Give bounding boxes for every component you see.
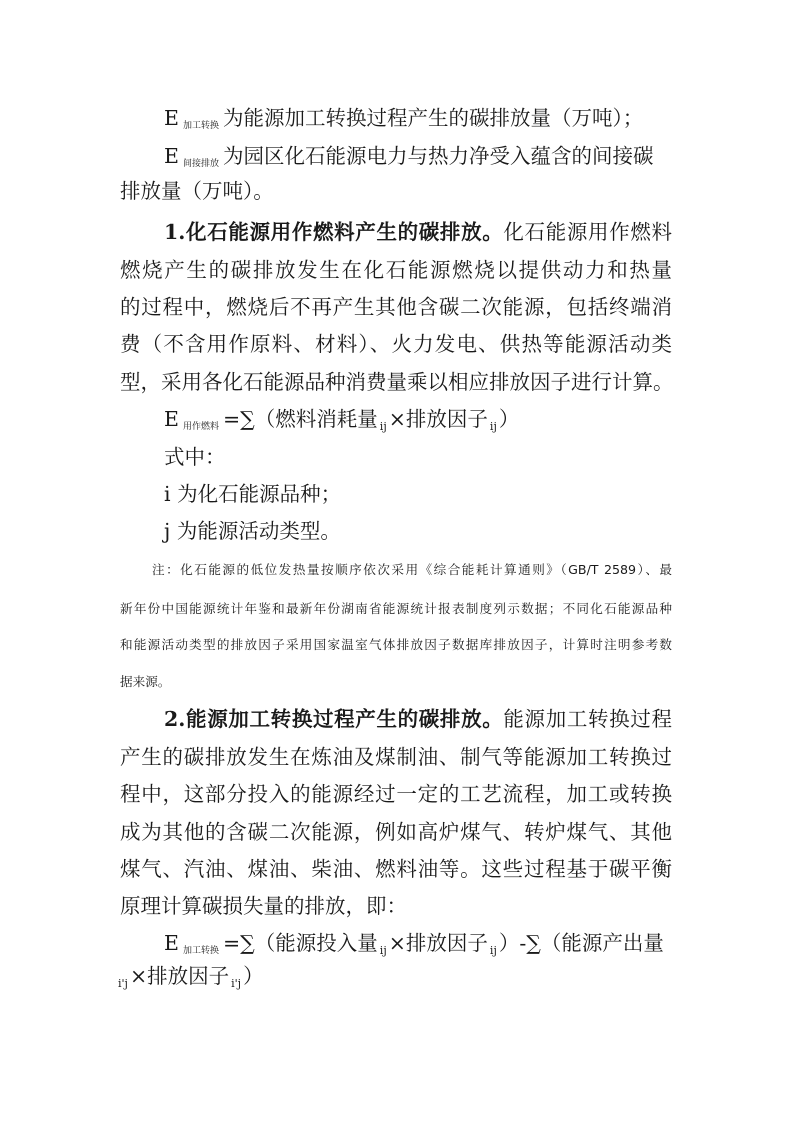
subscript: 加工转换: [182, 946, 219, 956]
formula-processing: [164, 929, 664, 962]
paragraph-line: 型，采用各化石能源品种消费量乘以相应排放因子进行计算。: [120, 370, 674, 394]
index-ij: ij: [489, 944, 497, 957]
index-ij: ij: [379, 944, 387, 957]
formula-part: ）: [498, 407, 520, 431]
index-ij: ij: [379, 420, 387, 433]
note-line: 和能源活动类型的排放因子采用国家温室气体排放因子数据库排放因子，计算时注明参考数: [120, 637, 672, 652]
definition-continued: 排放量（万吨）。: [120, 179, 274, 203]
paragraph-line: 原理计算碳损失量的排放，即：: [120, 894, 407, 918]
index-i-prime-j: i'j: [231, 977, 242, 990]
subscript: 用作燃料: [182, 422, 219, 432]
section-1-text: 化石能源用作燃料: [503, 220, 672, 244]
symbol-e: E: [164, 106, 179, 130]
note-line: 据来源。: [120, 674, 171, 689]
subscript: 间接排放: [182, 159, 219, 169]
section-1-heading: 1.化石能源用作燃料产生的碳排放。: [164, 220, 504, 244]
paragraph-line: 煤气、汽油、煤油、柴油、燃料油等。这些过程基于碳平衡: [120, 857, 672, 881]
formula-part: ×排放因子: [388, 931, 488, 955]
formula-part: ）-∑（能源产出量: [498, 931, 664, 955]
definition-text: 为园区化石能源电力与热力净受入蕴含的间接碳: [222, 144, 654, 168]
definition-e-processing: [164, 104, 643, 137]
formula-part: ）: [243, 964, 264, 988]
index-i-prime-j: i'j: [118, 977, 128, 990]
section-2-heading-line: [164, 705, 672, 733]
formula-part: =∑（能源投入量: [222, 931, 378, 955]
paragraph-line: 产生的碳排放发生在炼油及煤制油、制气等能源加工转换过: [120, 745, 672, 769]
index-ij: ij: [489, 420, 497, 433]
formula-part: =∑（燃料消耗量: [222, 407, 378, 431]
paragraph-line: 费（不含用作原料、材料）、火力发电、供热等能源活动类: [120, 332, 672, 356]
variable-j: j 为能源活动类型。: [164, 519, 341, 543]
definition-text: 为能源加工转换过程产生的碳排放量（万吨）；: [222, 106, 644, 130]
section-2-text: 能源加工转换过程: [503, 707, 672, 731]
note-line: 注：化石能源的低位发热量按顺序依次采用《综合能耗计算通则》（GB/T 2589）、最: [152, 562, 672, 577]
subscript: 加工转换: [182, 121, 219, 131]
formula-part: ×排放因子: [388, 407, 488, 431]
paragraph-line: 燃烧产生的碳排放发生在化石能源燃烧以提供动力和热量: [120, 258, 672, 282]
formula-processing-continued: [116, 962, 264, 994]
note-line: 新年份中国能源统计年鉴和最新年份湖南省能源统计报表制度列示数据；不同化石能源品种: [120, 601, 672, 616]
where-label: 式中：: [164, 445, 226, 469]
paragraph-line: 的过程中，燃烧后不再产生其他含碳二次能源，包括终端消: [120, 295, 672, 319]
variable-i: i 为化石能源品种；: [164, 482, 342, 506]
symbol-e: E: [164, 144, 179, 168]
symbol-e: E: [164, 407, 179, 431]
symbol-e: E: [164, 931, 179, 955]
section-2-heading: 2.能源加工转换过程产生的碳排放。: [164, 707, 504, 731]
formula-part: ×排放因子: [129, 964, 230, 988]
formula-fuel: [164, 405, 519, 438]
section-1-heading-line: [164, 218, 672, 246]
paragraph-line: 程中，这部分投入的能源经过一定的工艺流程，加工或转换: [120, 782, 672, 806]
definition-e-indirect: [164, 142, 653, 175]
paragraph-line: 成为其他的含碳二次能源，例如高炉煤气、转炉煤气、其他: [120, 820, 672, 844]
